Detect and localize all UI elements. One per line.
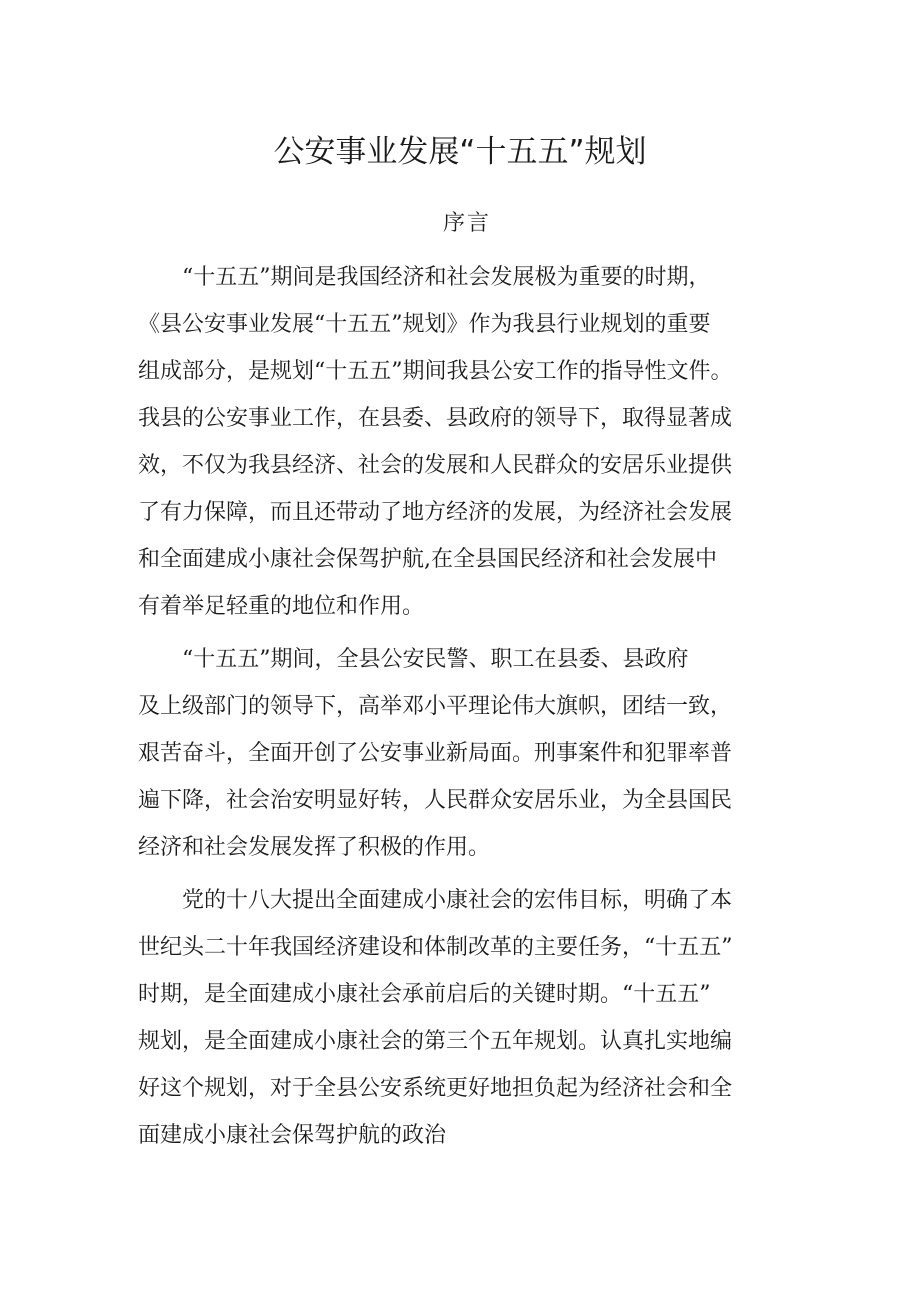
section-heading: 序言 (442, 211, 491, 236)
document-body (138, 254, 798, 1159)
text-line: 世纪头二十年我国经济建设和体制改革的主要任务，“十五五” (138, 935, 733, 960)
text-line: 党的十八大提出全面建成小康社会的宏伟目标，明确了本 (138, 888, 733, 913)
text-line: 组成部分，是规划“十五五”期间我县公安工作的指导性文件。 (138, 359, 733, 384)
text-line: 时期，是全面建成小康社会承前启后的关键时期。“十五五” (138, 982, 711, 1007)
text-line: 《县公安事业发展“十五五”规划》作为我县行业规划的重要 (138, 312, 711, 337)
paragraph-3 (138, 877, 798, 1159)
paragraph-1 (138, 254, 798, 630)
text-line: 有着举足轻重的地位和作用。 (138, 594, 425, 619)
text-line: 面建成小康社会保驾护航的政治 (138, 1123, 447, 1148)
text-line: “十五五”期间，全县公安民警、职工在县委、县政府 (138, 647, 689, 672)
text-line: 经济和社会发展发挥了积极的作用。 (138, 835, 491, 860)
text-line: 了有力保障，而且还带动了地方经济的发展，为经济社会发展 (138, 500, 733, 525)
text-line: 遍下降，社会治安明显好转，人民群众安居乐业，为全县国民 (138, 788, 733, 813)
text-line: 和全面建成小康社会保驾护航,在全县国民经济和社会发展中 (138, 547, 717, 572)
text-line: 及上级部门的领导下，高举邓小平理论伟大旗帜，团结一致， (138, 694, 733, 719)
paragraph-2 (138, 636, 798, 871)
text-line: 我县的公安事业工作，在县委、县政府的领导下，取得显著成 (138, 406, 733, 431)
text-line: “十五五”期间是我国经济和社会发展极为重要的时期， (138, 265, 711, 290)
text-line: 好这个规划，对于全县公安系统更好地担负起为经济社会和全 (138, 1076, 733, 1101)
text-line: 效，不仅为我县经济、社会的发展和人民群众的安居乐业提供 (138, 453, 733, 478)
text-line: 规划，是全面建成小康社会的第三个五年规划。认真扎实地编 (138, 1029, 733, 1054)
document-title: 公安事业发展“十五五”规划 (273, 134, 647, 170)
text-line: 艰苦奋斗，全面开创了公安事业新局面。刑事案件和犯罪率普 (138, 741, 733, 766)
